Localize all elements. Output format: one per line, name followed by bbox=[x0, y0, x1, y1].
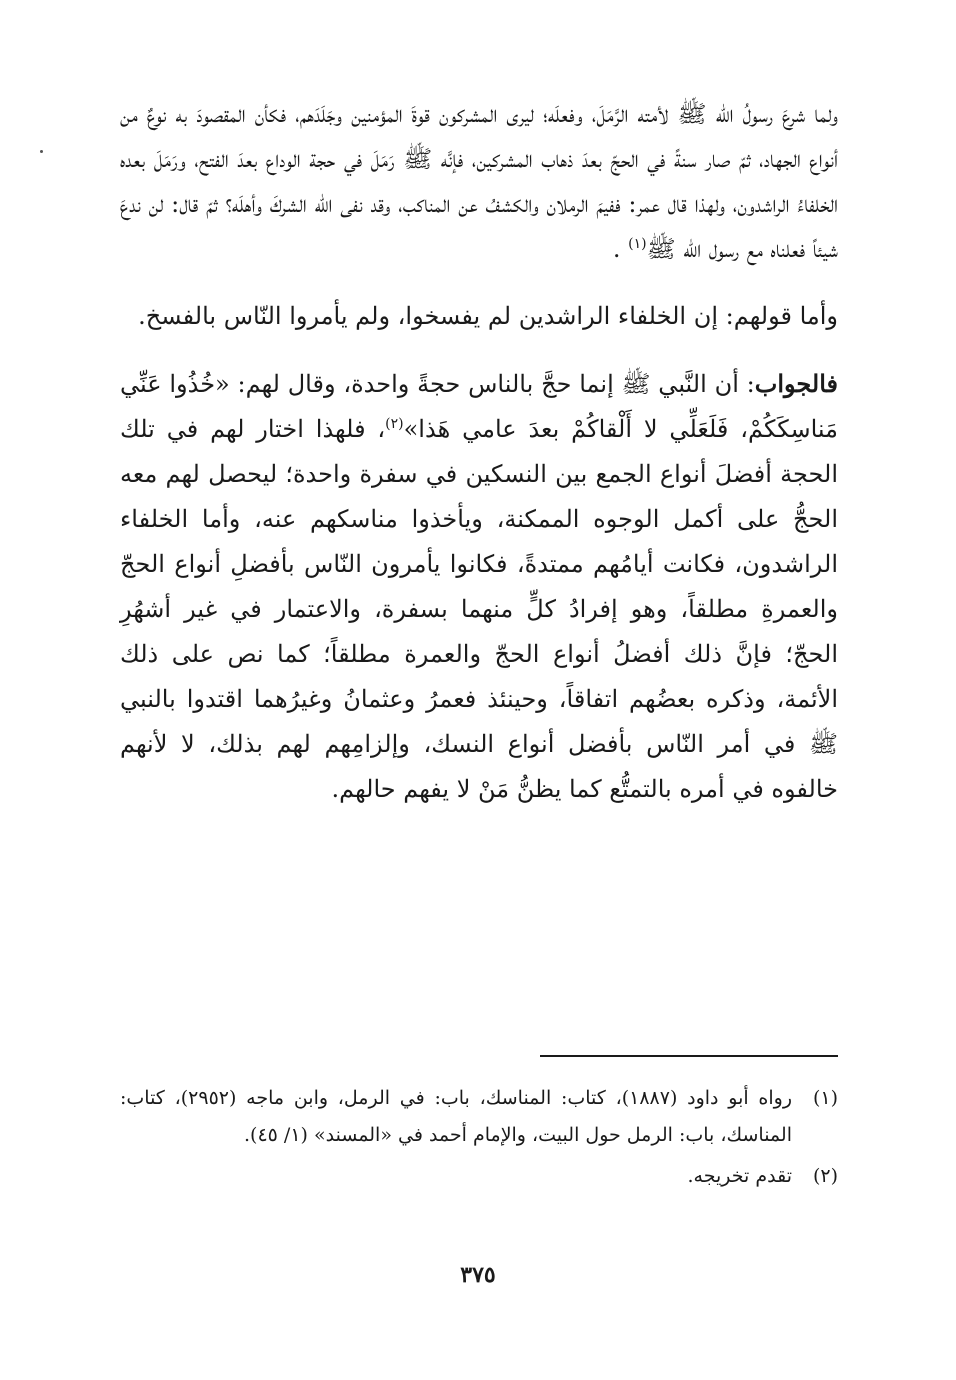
footnote-2-number: (٢) bbox=[812, 1165, 838, 1187]
answer-lead-word: فالجواب bbox=[754, 369, 838, 398]
footnote-separator bbox=[540, 1055, 838, 1057]
footnotes bbox=[120, 1080, 838, 1199]
page-number: ٣٧٥ bbox=[460, 1262, 496, 1288]
footnote-ref-1: (١) bbox=[628, 236, 647, 252]
paragraph-ramal-end: . bbox=[612, 235, 629, 263]
footnote-2 bbox=[120, 1158, 838, 1195]
main-text bbox=[120, 92, 838, 812]
paragraph-answer-text-a: : أن النَّبي ﷺ إنما حجَّ بالناس حجةً واحدة، وقال لهم: «خُذُوا عَنِّي مَناسِكَكُمْ، فَلَعَلِّي لا أَلْقاكُمْ بعدَ عامي هَذا» bbox=[120, 370, 838, 443]
footnote-1-text: رواه أبو داود (١٨٨٧)، كتاب: المناسك، باب: في الرمل، وابن ماجه (٢٩٥٢)، كتاب: المناسك، باب: الرمل حول البيت، والإمام أحمد في «المسند» (١/ ٤٥). bbox=[120, 1087, 792, 1146]
paragraph-answer bbox=[120, 361, 838, 812]
paragraph-objection-text: وأما قولهم: إن الخلفاء الراشدين لم يفسخوا، ولم يأمروا النّاس بالفسخ. bbox=[138, 302, 838, 330]
scan-speck bbox=[40, 150, 43, 153]
paragraph-ramal-text: ولما شرعَ رسولُ الله ﷺ لأمته الرَّمَلَ، وفعلَه؛ ليرى المشركون قوةَ المؤمنين وجَلَدَهم، فكأن المقصودَ به نوعٌ من أنواع الجهاد، ثمّ صار سنةً في الحجّ بعدَ ذهاب المشركين، فإنَّه ﷺ رَمَلَ في حجة الوداع بعدَ الفتح، ورَمَلَ بعده الخلفاءُ الراشدون، ولهذا قال عمر: ففيمَ الرملان والكشفُ عن المناكب، وقد نفى الله الشركَ وأهلَه؟ ثمّ قال: لن ندعَ شيئاً فعلناه مع رسول الله ﷺ bbox=[120, 100, 838, 263]
footnote-1-number: (١) bbox=[812, 1087, 838, 1109]
paragraph-answer-text-b: ، فلهذا اختار لهم في تلك الحجة أفضلَ أنواع الجمع بين النسكين في سفرة واحدة؛ ليحصل لهم معه الحجُّ على أكمل الوجوه الممكنة، ويأخذوا مناسكهم عنه، وأما الخلفاء الراشدون، فكانت أيامُهم ممتدةً، فكانوا يأمرون النّاس بأفضلِ أنواع الحجّ والعمرةِ مطلقاً، وهو إفرادُ كلٍّ منهما بسفرة، والاعتمار في غير أشهُرِ الحجّ؛ فإنَّ ذلك أفضلُ أنواع الحجّ والعمرة مطلقاً؛ كما نص على ذلك الأئمة، وذكره بعضُهم اتفاقاً، وحينئذ فعمرُ وعثمانُ وغيرُهما اقتدوا بالنبي ﷺ في أمر النّاس بأفضل أنواع النسك، وإلزامِهم لهم بذلك، لا لأنهم خالفوه في أمره بالتمتُّع كما يظنُّ مَنْ لا يفهم حالهم. bbox=[120, 415, 838, 803]
footnote-1 bbox=[120, 1080, 838, 1154]
paragraph-ramal bbox=[120, 92, 838, 272]
footnote-2-text: تقدم تخريجه. bbox=[687, 1165, 792, 1187]
paragraph-objection bbox=[120, 294, 838, 339]
footnote-ref-2: (٢) bbox=[385, 416, 404, 432]
